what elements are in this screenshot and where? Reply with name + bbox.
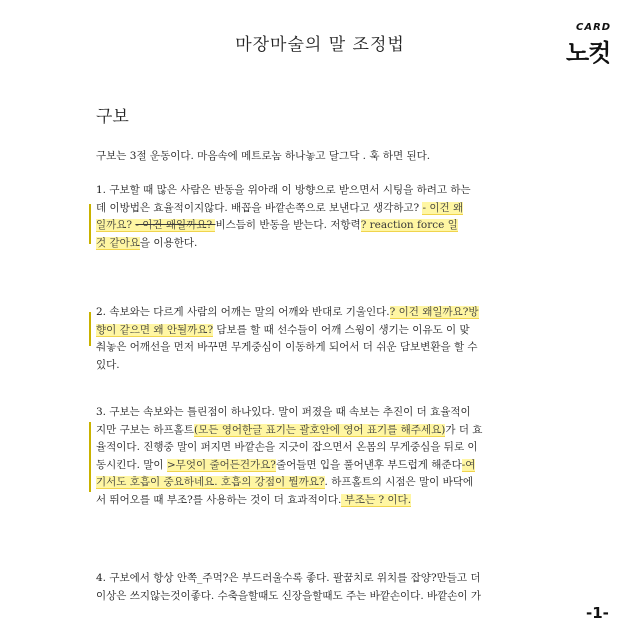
paragraph-line [96, 339, 546, 357]
paragraph-line [96, 357, 546, 375]
paragraph-1 [96, 182, 546, 252]
body-text: 4. 구보에서 항상 안쪽_주먹?은 부드러울수록 좋다. 팔꿈치로 위치를 잡양?만들고 더 [96, 572, 481, 584]
highlighted-annotation: - 이건 왜일까요? [135, 219, 216, 231]
highlighted-annotation: (모든 영어한글 표기는 괄호안에 영어 표기를 해주세요) [193, 423, 446, 436]
body-text: 지만 구보는 하프홀트 [96, 423, 194, 436]
paragraph-line [96, 217, 546, 235]
body-text: 1. 구보할 때 많은 사람은 반동을 위아래 이 방향으로 받으면서 시팅을 하려고 하는 [96, 184, 471, 196]
paragraph-2 [96, 304, 546, 374]
section-heading: 구보 [96, 107, 129, 127]
margin-mark-3 [89, 422, 91, 492]
paragraph-line [96, 457, 546, 475]
body-text: 서 뛰어오를 때 부조?를 사용하는 것이 더 효과적이다. [96, 493, 342, 506]
body-text: 담보를 할 때 선수들이 어깨 스윙이 생기는 이유도 이 맞 [213, 323, 470, 336]
body-text: 가 더 효 [445, 423, 483, 436]
highlighted-annotation: ? reaction force 일 [360, 219, 458, 231]
paragraph-line [96, 182, 546, 200]
margin-mark-2 [89, 312, 91, 346]
body-text: 을 이용한다. [139, 236, 198, 249]
highlighted-annotation: 기서도 호흡이 중요하네요. 호흡의 강점이 뭘까요? [96, 476, 325, 488]
highlighted-annotation: 향이 같으면 왜 안될까요? [96, 323, 214, 336]
logo-card-text: CARD [576, 22, 612, 33]
highlighted-annotation: ? 이건 왜일까요?방 [389, 306, 479, 318]
body-text: 있다. [96, 358, 120, 371]
body-text: 율적이다. 진행중 말이 퍼지면 바깥손을 지긋이 잡으면서 온몸의 무게중심을 뒤로 이 [96, 441, 478, 453]
body-text: 줄어들면 입을 풀어낸후 부드럽게 해준다 [275, 458, 462, 471]
body-text: 3. 구보는 속보와는 틀린점이 하나있다. 말이 퍼졌을 때 속보는 추진이 더 효율적이 [96, 406, 471, 418]
body-text: 춰놓은 어깨선을 먼저 바꾸면 무게중심이 이동하게 되어서 더 쉬운 담보변환을 할 수 [96, 341, 478, 353]
paragraph-line [96, 322, 546, 340]
highlighted-annotation: 것 같아요 [96, 236, 140, 249]
highlighted-annotation: 일까요? [96, 219, 136, 231]
highlighted-annotation: -여 [461, 458, 476, 471]
highlighted-annotation: 부조는 ? 이다. [341, 493, 412, 506]
body-text: 비스듬히 반동을 받는다. 저항력 [215, 219, 361, 231]
paragraph-line [96, 404, 546, 422]
nocut-card-logo [562, 22, 622, 66]
highlighted-annotation: >무엇이 줄어든건가요? [166, 458, 276, 471]
page-number: -1- [586, 604, 609, 622]
paragraph-line [96, 570, 546, 588]
paragraph-line [96, 492, 546, 510]
body-text: 동시킨다. 말이 [96, 458, 167, 471]
paragraph-line [96, 422, 546, 440]
paragraph-line [96, 200, 546, 218]
document-title: 마장마술의 말 조정법 [235, 35, 405, 55]
paragraph-line [96, 588, 546, 606]
section-intro: 구보는 3절 운동이다. 마음속에 메트로놈 하나놓고 달그닥 . 훅 하면 된다. [96, 150, 431, 162]
paragraph-line [96, 439, 546, 457]
paragraph-4 [96, 570, 546, 605]
paragraph-line [96, 474, 546, 492]
body-text: 데 이방법은 효율적이지않다. 배꼽을 바깥손쪽으로 보낸다고 생각하고? [96, 201, 423, 214]
body-text: 이상은 쓰지않는것이좋다. 수축을할때도 신장을할때도 주는 바깥손이다. 바깥손이 가 [96, 589, 482, 602]
highlighted-annotation: - 이건 왜 [422, 201, 464, 214]
paragraph-line [96, 304, 546, 322]
paragraph-line [96, 235, 546, 253]
margin-mark-1 [89, 204, 91, 244]
body-text: 2. 속보와는 다르게 사람의 어깨는 말의 어깨와 반대로 기울인다. [96, 306, 390, 318]
paragraph-3 [96, 404, 546, 509]
body-text: . 하프홀트의 시점은 말이 바닥에 [324, 476, 474, 488]
logo-nokeot-text: 노컷 [566, 39, 611, 67]
